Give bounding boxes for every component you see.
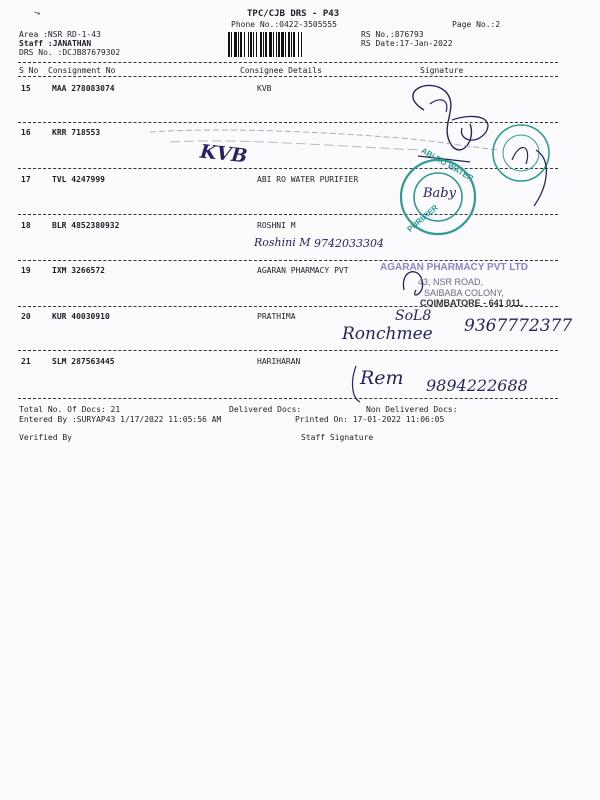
printed-on: Printed On: 17-01-2022 11:06:05 [295,415,445,424]
column-consignee: Consignee Details [240,66,322,75]
row-consignment: BLR 4852380932 [52,221,120,230]
pharmacy-stamp-line4: COIMBATORE - 641 011. [420,298,524,308]
entered-by: Entered By :SURYAP43 1/17/2022 11:05:56 AM [19,415,222,424]
page-number: Page No.:2 [452,20,501,29]
row-consignee: HARIHARAN [257,357,301,366]
handwriting-row20-a: SoL8 [395,308,432,324]
row-consignee: PRATHIMA [257,312,296,321]
row-consignee: ABI RO WATER PURIFIER [257,175,359,184]
area-field: Area :NSR RD-1-43 [19,30,101,39]
row-sno: 16 [21,128,31,137]
column-sno: S No [19,66,39,75]
row-consignment: SLM 287563445 [52,357,115,366]
pharmacy-stamp-line1: AGARAN PHARMACY PVT LTD [380,262,528,273]
row-sno: 18 [21,221,31,230]
handwriting-row21-a: Rem [360,367,404,389]
column-signature: Signature [420,66,464,75]
handwriting-row18-phone: 9742033304 [314,237,384,250]
abi-stamp-top: ABI RO WATER [419,145,475,184]
row-sno: 21 [21,357,31,366]
row-sno: 19 [21,266,31,275]
row-sno: 15 [21,84,31,93]
delivered-docs: Delivered Docs: [229,405,302,414]
pharmacy-stamp-line3: SAIBABA COLONY, [424,288,504,298]
row-consignee: ROSHNI M [257,221,296,230]
row-sno: 17 [21,175,31,184]
handwriting-row16: KVB [198,140,249,168]
phone-number: Phone No.:0422-3505555 [231,20,337,29]
row-consignee: AGARAN PHARMACY PVT [257,266,349,275]
column-consignment: Consignment No [48,66,116,75]
handwriting-row20-phone: 9367772377 [464,316,573,336]
pharmacy-stamp-line2: 43, NSR ROAD, [418,277,484,287]
staff-field: Staff :JANATHAN [19,39,92,48]
abi-stamp-bottom: PURIFIER [405,203,440,234]
row-consignment: TVL 4247999 [52,175,105,184]
row-consignment: KRR 718553 [52,128,101,137]
handwriting-row20-b: Ronchmee [342,324,433,344]
handwriting-row17: Baby [423,186,456,201]
non-delivered-docs: Non Delivered Docs: [366,405,458,414]
drs-number: DRS No. :DCJB87679302 [19,48,121,57]
handwriting-row21-phone: 9894222688 [426,376,528,395]
row-consignment: KUR 40030910 [52,312,110,321]
staff-signature: Staff Signature [301,433,374,442]
corner-mark: → [31,5,43,20]
row-sno: 20 [21,312,31,321]
total-docs: Total No. Of Docs: 21 [19,405,121,414]
document-title: TPC/CJB DRS - P43 [247,9,340,19]
row-consignee: KVB [257,84,272,93]
verified-by: Verified By [19,433,72,442]
rs-number: RS No.:876793 [361,30,424,39]
row-consignment: MAA 278083074 [52,84,115,93]
rs-date: RS Date:17-Jan-2022 [361,39,453,48]
handwriting-row18-name: Roshini M [254,236,311,249]
row-consignment: IXM 3266572 [52,266,105,275]
